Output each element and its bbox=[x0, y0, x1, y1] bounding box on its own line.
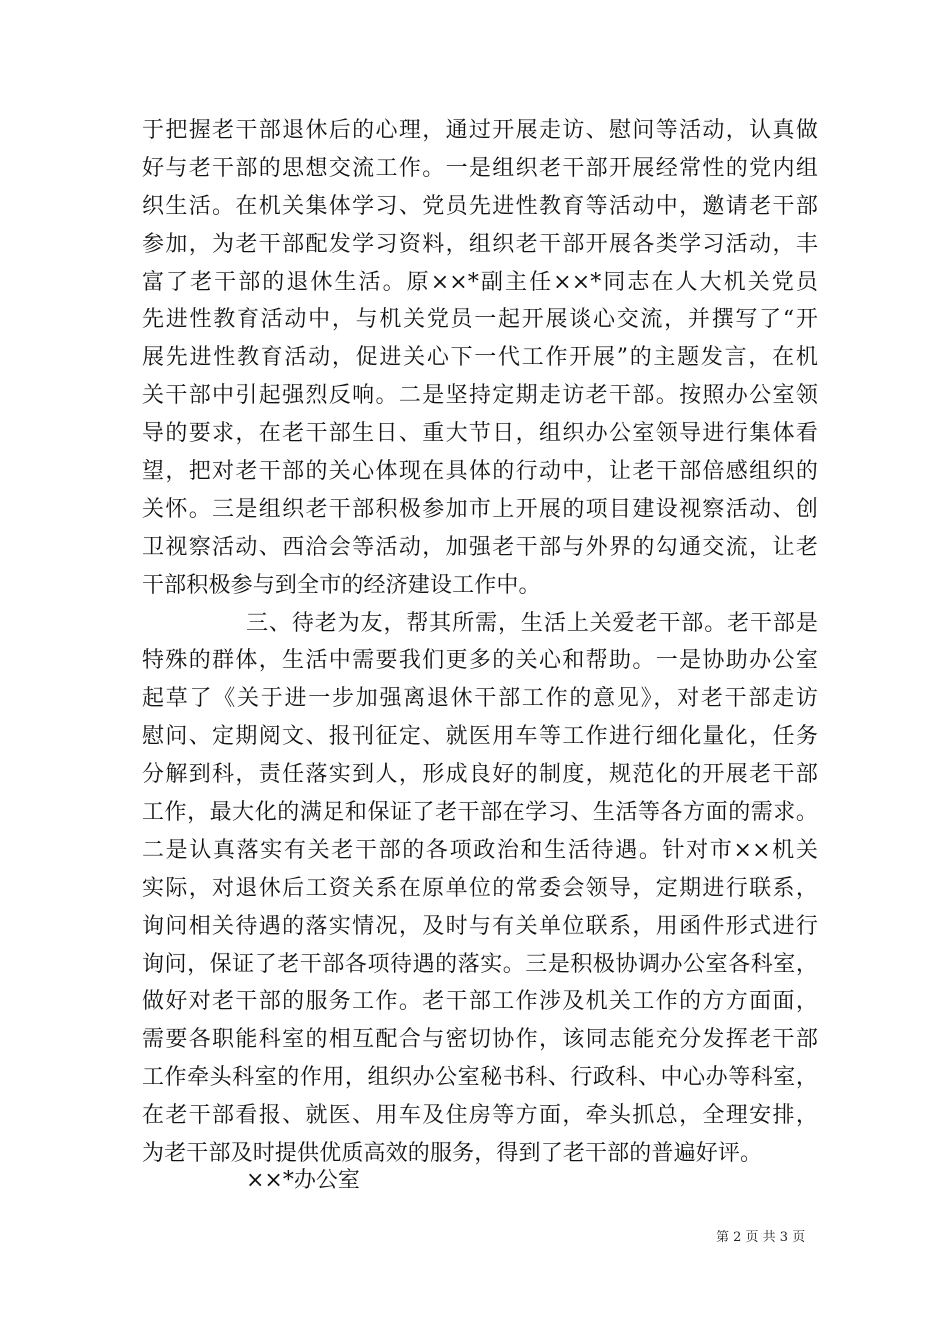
paragraph-line: 分解到科，责任落实到人，形成良好的制度，规范化的开展老干部 bbox=[142, 762, 818, 788]
paragraph-line: 在老干部看报、就医、用车及住房等方面，牵头抓总，全理安排， bbox=[142, 1103, 818, 1129]
paragraph-line: 关干部中引起强烈反响。二是坚持定期走访老干部。按照办公室领 bbox=[142, 383, 818, 409]
paragraph-line: 需要各职能科室的相互配合与密切协作，该同志能充分发挥老干部 bbox=[142, 1027, 818, 1053]
paragraph-line: 展先进性教育活动，促进关心下一代工作开展”的主题发言，在机 bbox=[142, 345, 818, 371]
paragraph-1 bbox=[142, 112, 818, 605]
signature-office: ××*办公室 bbox=[246, 1168, 360, 1193]
paragraph-line: 二是认真落实有关老干部的各项政治和生活待遇。针对市××机关 bbox=[142, 837, 818, 863]
paragraph-line: 好与老干部的思想交流工作。一是组织老干部开展经常性的党内组 bbox=[142, 155, 818, 181]
paragraph-line: 富了老干部的退休生活。原××*副主任××*同志在人大机关党员 bbox=[142, 269, 818, 295]
paragraph-line: 关怀。三是组织老干部积极参加市上开展的项目建设视察活动、创 bbox=[142, 496, 818, 522]
paragraph-line: 特殊的群体，生活中需要我们更多的关心和帮助。一是协助办公室 bbox=[142, 648, 818, 674]
paragraph-line: 为老干部及时提供优质高效的服务，得到了老干部的普遍好评。 bbox=[142, 1141, 763, 1167]
paragraph-2 bbox=[142, 605, 818, 1173]
paragraph-line: 参加，为老干部配发学习资料，组织老干部开展各类学习活动，丰 bbox=[142, 231, 818, 257]
paragraph-line: 询问，保证了老干部各项待遇的落实。三是积极协调办公室各科室， bbox=[142, 951, 818, 977]
paragraph-line: 于把握老干部退休后的心理，通过开展走访、慰问等活动，认真做 bbox=[142, 118, 818, 143]
paragraph-line: 做好对老干部的服务工作。老干部工作涉及机关工作的方方面面， bbox=[142, 989, 818, 1015]
paragraph-line: 先进性教育活动中，与机关党员一起开展谈心交流，并撰写了“开 bbox=[142, 307, 818, 333]
paragraph-line: 织生活。在机关集体学习、党员先进性教育等活动中，邀请老干部 bbox=[142, 193, 818, 219]
paragraph-line: 干部积极参与到全市的经济建设工作中。 bbox=[142, 572, 541, 598]
page-number: 第 2 页 共 3 页 bbox=[716, 1230, 806, 1245]
paragraph-line: 卫视察活动、西洽会等活动，加强老干部与外界的勾通交流，让老 bbox=[142, 534, 818, 560]
paragraph-line: 慰问、定期阅文、报刊征定、就医用车等工作进行细化量化，任务 bbox=[142, 724, 818, 750]
paragraph-line: 工作，最大化的满足和保证了老干部在学习、生活等各方面的需求。 bbox=[142, 800, 818, 826]
paragraph-line: 询问相关待遇的落实情况，及时与有关单位联系，用函件形式进行 bbox=[142, 913, 818, 939]
paragraph-line: 工作牵头科室的作用，组织办公室秘书科、行政科、中心办等科室， bbox=[142, 1065, 818, 1091]
document-body bbox=[142, 112, 818, 1173]
section-heading-line: 三、待老为友，帮其所需，生活上关爱老干部。老干部是 bbox=[246, 610, 818, 636]
paragraph-line: 实际，对退休后工资关系在原单位的常委会领导，定期进行联系， bbox=[142, 875, 818, 901]
paragraph-line: 起草了《关于进一步加强离退休干部工作的意见》，对老干部走访 bbox=[142, 686, 818, 712]
paragraph-line: 望，把对老干部的关心体现在具体的行动中，让老干部倍感组织的 bbox=[142, 459, 818, 485]
paragraph-line: 导的要求，在老干部生日、重大节日，组织办公室领导进行集体看 bbox=[142, 421, 818, 447]
